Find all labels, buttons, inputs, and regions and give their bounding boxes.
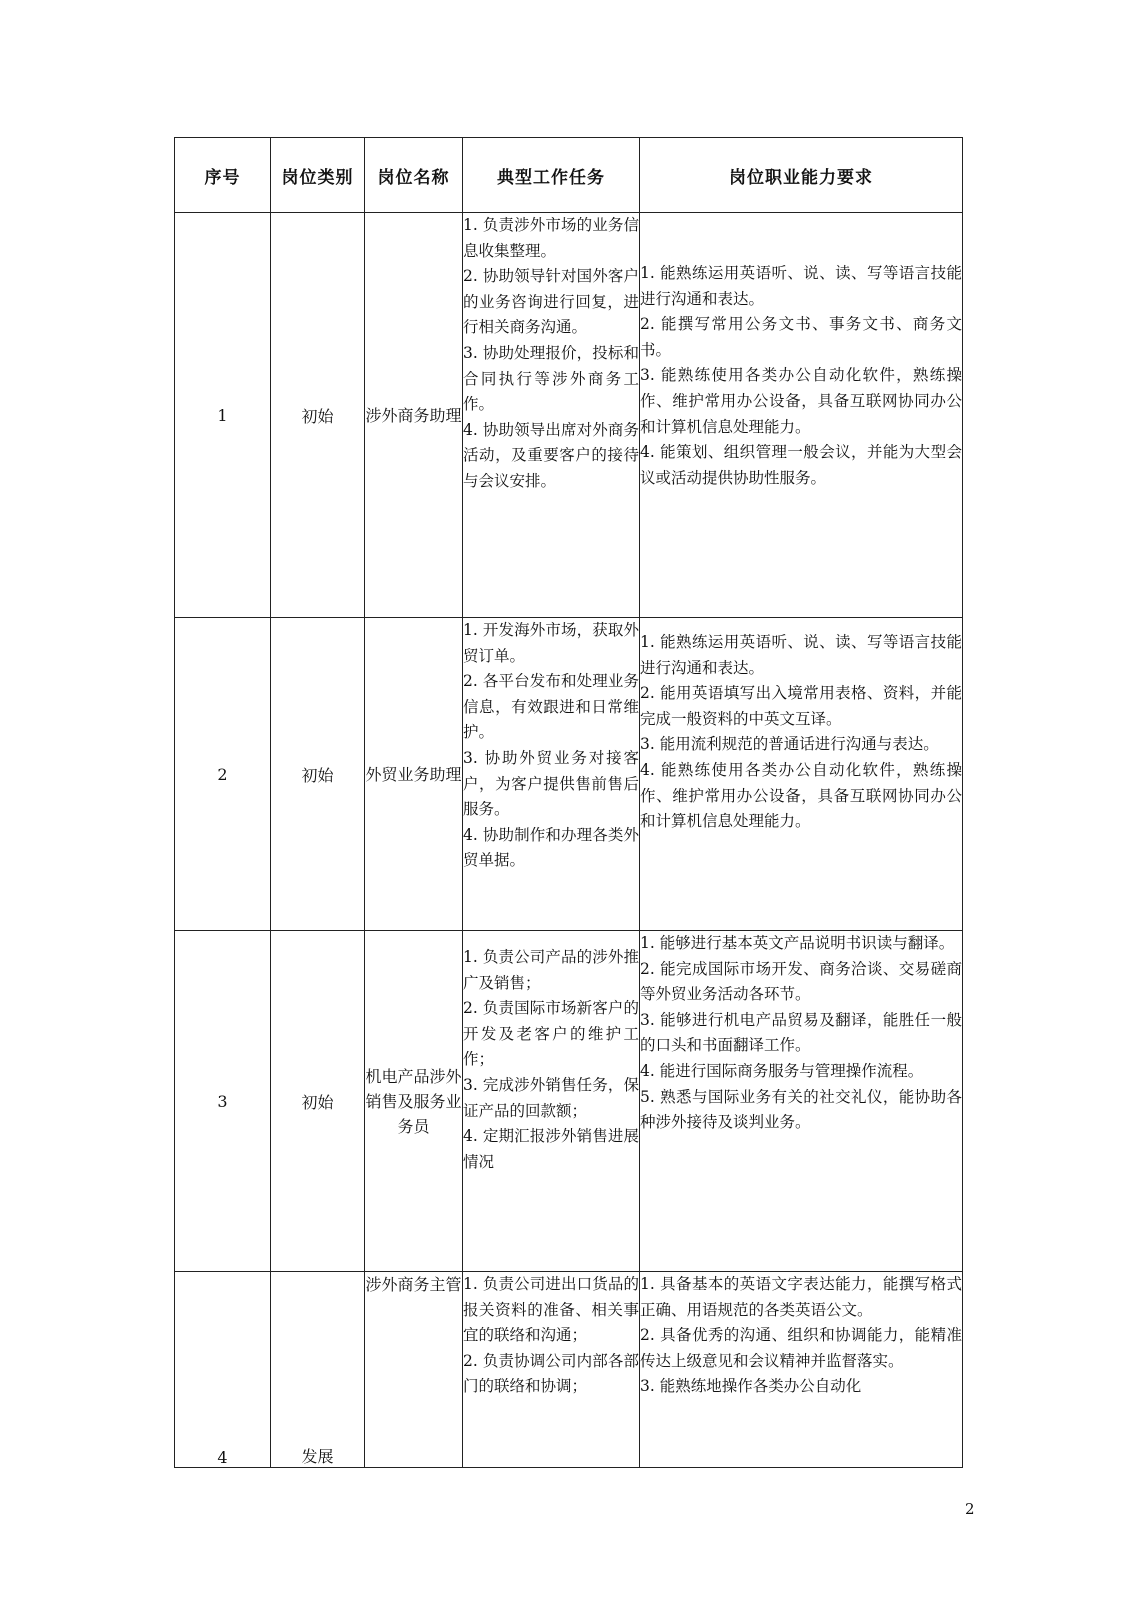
row-category: 初始 — [271, 618, 365, 931]
task-item: 4. 协助领导出席对外商务活动，及重要客户的接待与会议安排。 — [463, 420, 639, 490]
requirement-item: 4. 能熟练使用各类办公自动化软件，熟练操作、维护常用办公设备，具备互联网协同办公和计算机信息处理能力。 — [640, 760, 962, 831]
task-item: 2. 各平台发布和处理业务信息，有效跟进和日常维护。 — [463, 672, 639, 742]
table-row — [175, 931, 963, 1272]
task-item: 2. 协助领导针对国外客户的业务咨询进行回复，进行相关商务沟通。 — [463, 267, 639, 337]
requirement-item: 1. 能够进行基本英文产品说明书识读与翻译。 — [640, 934, 955, 952]
row-serial: 4 — [175, 1272, 271, 1468]
table-header-row — [175, 138, 963, 213]
row-category: 初始 — [271, 931, 365, 1272]
row-tasks — [463, 1272, 640, 1468]
task-item: 3. 完成涉外销售任务，保证产品的回款额； — [463, 1075, 639, 1120]
row-serial: 2 — [175, 618, 271, 931]
requirement-item: 3. 能熟练地操作各类办公自动化 — [640, 1377, 862, 1396]
row-requirements — [640, 1272, 963, 1468]
requirement-item: 2. 能撰写常用公务文书、事务文书、商务文书。 — [640, 315, 962, 359]
row-category: 初始 — [271, 213, 365, 618]
row-serial: 1 — [175, 213, 271, 618]
task-item: 4. 定期汇报涉外销售进展情况 — [463, 1127, 639, 1171]
row-position: 涉外商务助理 — [365, 213, 463, 618]
row-position: 外贸业务助理 — [365, 618, 463, 931]
job-requirements-table — [174, 137, 963, 1468]
row-position: 涉外商务主管 — [365, 1272, 463, 1468]
header-requirements: 岗位职业能力要求 — [640, 138, 963, 213]
page-number: 2 — [965, 1500, 975, 1518]
task-item: 1. 开发海外市场，获取外贸订单。 — [463, 621, 639, 665]
row-tasks — [463, 931, 640, 1272]
requirement-item: 2. 能用英语填写出入境常用表格、资料，并能完成一般资料的中英文互译。 — [640, 684, 962, 728]
row-serial: 3 — [175, 931, 271, 1272]
requirement-item: 2. 具备优秀的沟通、组织和协调能力，能精准传达上级意见和会议精神并监督落实。 — [640, 1326, 962, 1370]
task-item: 3. 协助外贸业务对接客户，为客户提供售前售后服务。 — [463, 748, 639, 819]
requirement-item: 3. 能用流利规范的普通话进行沟通与表达。 — [640, 735, 939, 754]
row-requirements — [640, 618, 963, 931]
header-position: 岗位名称 — [365, 138, 463, 213]
table-row — [175, 618, 963, 931]
header-category: 岗位类别 — [271, 138, 365, 213]
header-serial: 序号 — [175, 138, 271, 213]
table-row — [175, 213, 963, 618]
table-row — [175, 1272, 963, 1468]
requirement-item: 5. 熟悉与国际业务有关的社交礼仪，能协助各种涉外接待及谈判业务。 — [640, 1087, 962, 1132]
task-item: 1. 负责涉外市场的业务信息收集整理。 — [463, 216, 639, 260]
row-requirements — [640, 931, 963, 1272]
requirement-item: 1. 能熟练运用英语听、说、读、写等语言技能进行沟通和表达。 — [640, 633, 962, 677]
requirement-item: 2. 能完成国际市场开发、商务洽谈、交易磋商等外贸业务活动各环节。 — [640, 959, 962, 1004]
requirement-item: 3. 能熟练使用各类办公自动化软件，熟练操作、维护常用办公设备，具备互联网协同办公和计算机信息处理能力。 — [640, 366, 962, 436]
row-tasks — [463, 618, 640, 931]
task-item: 1. 负责公司进出口货品的报关资料的准备、相关事宜的联络和沟通； — [463, 1275, 639, 1345]
row-tasks — [463, 213, 640, 618]
requirement-item: 4. 能策划、组织管理一般会议，并能为大型会议或活动提供协助性服务。 — [640, 443, 962, 487]
requirement-item: 1. 具备基本的英语文字表达能力，能撰写格式正确、用语规范的各类英语公文。 — [640, 1275, 962, 1319]
row-category: 发展 — [271, 1272, 365, 1468]
task-item: 2. 负责国际市场新客户的开发及老客户的维护工作； — [463, 999, 639, 1069]
row-requirements — [640, 213, 963, 618]
requirement-item: 3. 能够进行机电产品贸易及翻译，能胜任一般的口头和书面翻译工作。 — [640, 1010, 962, 1055]
task-item: 1. 负责公司产品的涉外推广及销售； — [463, 948, 639, 992]
row-position: 机电产品涉外销售及服务业务员 — [365, 931, 463, 1272]
requirement-item: 1. 能熟练运用英语听、说、读、写等语言技能进行沟通和表达。 — [640, 264, 962, 308]
task-item: 4. 协助制作和办理各类外贸单据。 — [463, 825, 639, 870]
task-item: 2. 负责协调公司内部各部门的联络和协调； — [463, 1351, 639, 1396]
header-tasks: 典型工作任务 — [463, 138, 640, 213]
task-item: 3. 协助处理报价，投标和合同执行等涉外商务工作。 — [463, 343, 639, 414]
requirement-item: 4. 能进行国际商务服务与管理操作流程。 — [640, 1061, 924, 1080]
